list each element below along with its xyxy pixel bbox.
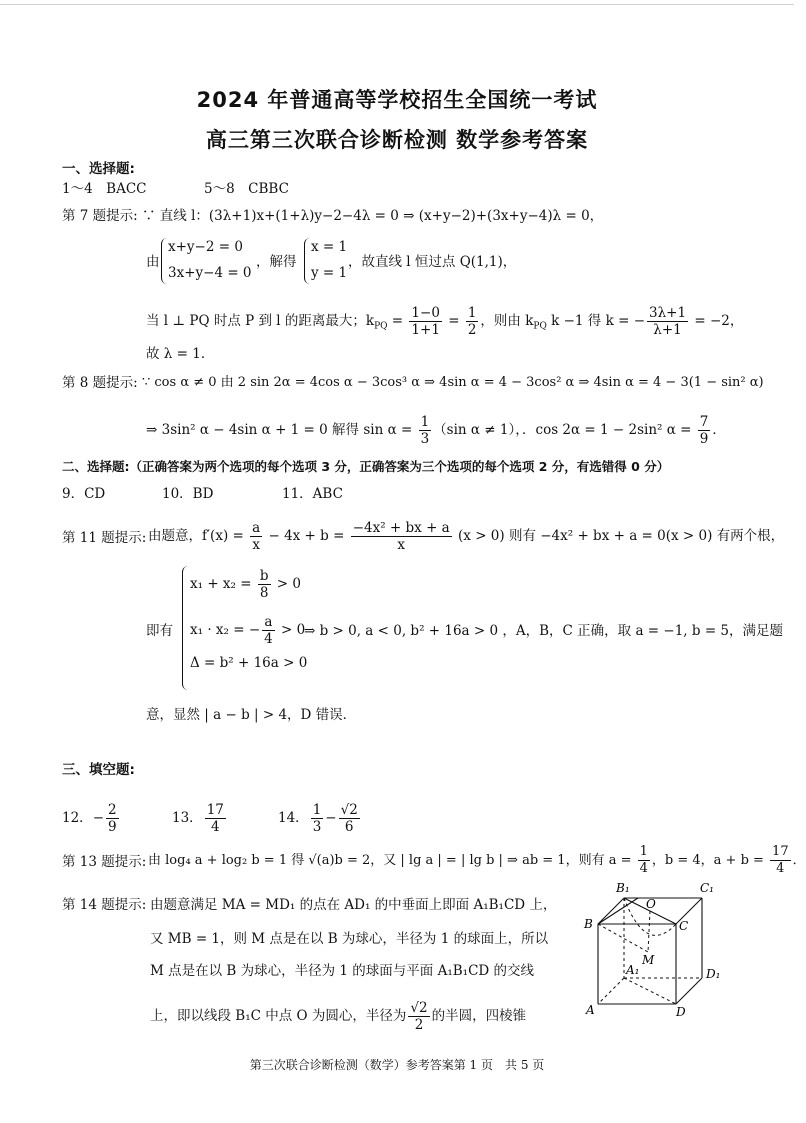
q14-line4: 上，即以线段 B₁C 中点 O 为圆心，半径为 $\frac{√2}{2}$ 的半圆，四棱锥 xyxy=(150,1000,527,1033)
q7-line1: ∵ 直线 l：(3λ+1)x+(1+λ)y−2−4λ = 0 ⇒ (x+y−2)+(3x+y−4)λ = 0， xyxy=(142,208,604,224)
answer-12: 12．− $\frac{2}{9}$ xyxy=(62,802,117,835)
section-heading-fill: 三、填空题: xyxy=(62,762,135,778)
q7-eq-b: 3x+y−4 = 0 xyxy=(168,265,252,281)
q11-prefix: 即有 xyxy=(146,623,173,639)
q11-sum-roots: x₁ + x₂ = $\frac{b}{8}$ > 0 xyxy=(190,568,301,601)
q8-label: 第 8 题提示: xyxy=(62,375,138,391)
q11-continuation: ⇒ b > 0, a < 0, b² + 16a > 0 ，A，B，C 正确，取 a = −1, b = 5，满足题 xyxy=(304,623,784,639)
answers-5-8: 5～8 CBBC xyxy=(204,181,289,197)
q14-label: 第 14 题提示: xyxy=(62,897,147,913)
q14-line2: 又 MB = 1，则 M 点是在以 B 为球心，半径为 1 的球面上，所以 xyxy=(150,931,549,947)
q7-sol-b: y = 1 xyxy=(311,265,348,281)
label-A1: A₁ xyxy=(626,963,640,977)
q13-label: 第 13 题提示: xyxy=(62,854,147,870)
label-C1: C₁ xyxy=(700,881,714,895)
q11-label: 第 11 题提示: xyxy=(62,530,147,546)
cube-figure xyxy=(576,876,736,1022)
page-subtitle: 高三第三次联合诊断检测 数学参考答案 xyxy=(205,128,589,152)
answer-14: 14． $\frac{1}{3}$ − $\frac{√2}{6}$ xyxy=(278,802,358,835)
label-C: C xyxy=(679,919,689,933)
answer-9: 9．CD xyxy=(62,486,106,502)
q13-line: 由 log₄ a + log₂ b = 1 得 √(a)b = 2，又 | lg a | = | lg b | ⇒ ab = 1，则有 a = $\frac{1}{4}$ ，b = 4，a + b = $\frac{17}{4}$ ． xyxy=(148,844,806,876)
label-B1: B₁ xyxy=(616,881,630,895)
q14-line1: 由题意满足 MA = MD₁ 的点在 AD₁ 的中垂面上即面 A₁B₁CD 上， xyxy=(150,897,557,913)
q8-line1: ∵ cos α ≠ 0 由 2 sin 2α = 4cos α − 3cos³ α ⇒ 4sin α = 4 − 3cos² α ⇒ 4sin α = 4 − 3(1 − sin² α) xyxy=(142,375,764,390)
q14-line3: M 点是在以 B 为球心，半径为 1 的球面与平面 A₁B₁CD 的交线 xyxy=(150,963,535,979)
page-footer: 第三次联合诊断检测（数学）参考答案第 1 页 共 5 页 xyxy=(249,1058,545,1072)
answer-13: 13． $\frac{17}{4}$ xyxy=(172,802,224,835)
answers-1-4: 1～4 BACC xyxy=(62,181,147,197)
q7-system-brace xyxy=(161,238,168,284)
label-B: B xyxy=(584,917,593,931)
q7-sol-a: x = 1 xyxy=(311,239,348,255)
answer-11: 11．ABC xyxy=(282,486,343,502)
label-D1: D₁ xyxy=(706,967,721,981)
label-M: M xyxy=(642,953,655,967)
answer-10: 10．BD xyxy=(162,486,214,502)
q7-solve: ，解得 xyxy=(256,254,297,270)
section-heading-choice: 一、选择题: xyxy=(62,161,135,177)
q11-line1: 由题意，f′(x) = $\frac{a}{x}$ − 4x + b = $\frac{\text{−4x² + bx + a}}{x}$ (x > 0) 则有 −4x² + bx + a = 0(x > 0) 有两个根， xyxy=(148,520,785,553)
q7-eq-a: x+y−2 = 0 xyxy=(168,239,243,255)
q11-product-roots: x₁ · x₂ = − $\frac{a}{4}$ > 0 xyxy=(190,614,306,647)
q7-label: 第 7 题提示: xyxy=(62,208,138,224)
section-heading-multi: 二、选择题:（正确答案为两个选项的每个选项 3 分，正确答案为三个选项的每个选项 2 分，有选错得 0 分） xyxy=(62,459,670,474)
q7-sys-prefix: 由 xyxy=(146,254,160,270)
q8-line2: ⇒ 3sin² α − 4sin α + 1 = 0 解得 sin α = $\frac{1}{3}$ （sin α ≠ 1），．cos 2α = 1 − 2sin² α = $\frac{7}{9}$ ． xyxy=(146,414,726,447)
q11-system-brace xyxy=(182,566,189,690)
q7-conclusion: 故 λ = 1． xyxy=(146,346,215,362)
label-D: D xyxy=(676,1005,686,1019)
q7-line3: 当 l ⊥ PQ 时点 P 到 l 的距离最大；$k_{PQ}$ = $\frac{1-0}{1+1}$ = $\frac{1}{2}$ ，则由 $k_{PQ}$ k −1 得 k = − $\frac{3\lambda+1}{\lambda+1}$ = −2， xyxy=(146,305,744,338)
page-title: 2024 年普通高等学校招生全国统一考试 xyxy=(196,88,598,112)
label-O: O xyxy=(646,897,656,911)
label-A: A xyxy=(586,1003,595,1017)
top-rule xyxy=(0,4,794,5)
q11-end: 意，显然 | a − b | > 4，D 错误． xyxy=(146,707,357,723)
q7-solution-brace xyxy=(304,238,311,284)
q11-discriminant: Δ = b² + 16a > 0 xyxy=(190,655,308,671)
q7-fixed-point: ，故直线 l 恒过点 Q(1,1)， xyxy=(348,254,517,270)
